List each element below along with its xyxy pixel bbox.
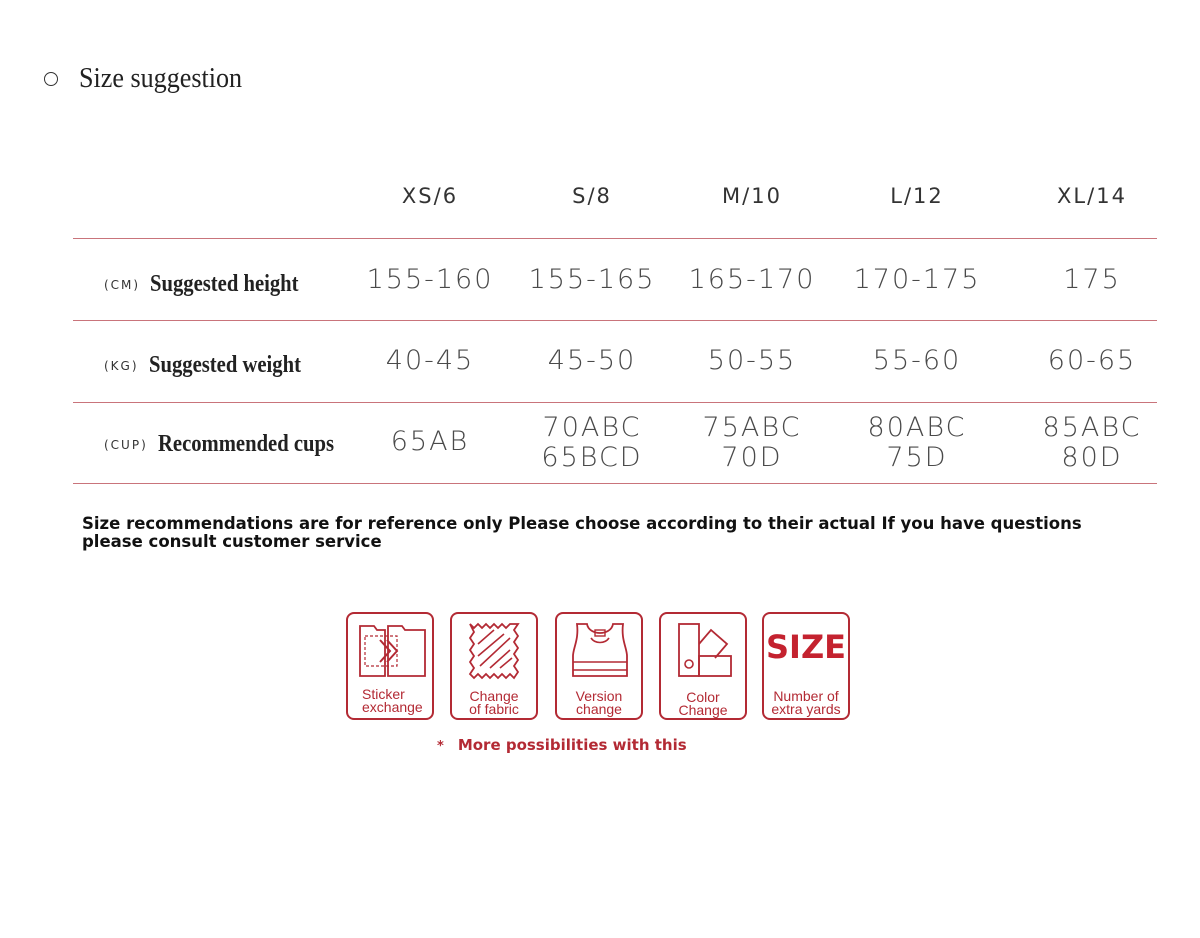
table-cell: 85ABC 80D [1042, 412, 1142, 473]
size-header-m: M/10 [722, 184, 782, 208]
page-title: Size suggestion [79, 62, 243, 94]
feature-label: Number of extra yards [771, 688, 841, 717]
table-divider [73, 320, 1157, 321]
table-cell: 175 [1063, 264, 1121, 295]
table-cell: 50-55 [707, 345, 797, 376]
table-cell: 45-50 [547, 345, 637, 376]
table-divider [73, 402, 1157, 403]
table-cell: 165-170 [688, 264, 816, 295]
size-header-xl: XL/14 [1057, 184, 1127, 208]
feature-version [555, 612, 643, 720]
feature-sticker-exchange [346, 612, 434, 720]
more-text: More possibilities with this [457, 736, 687, 754]
size-header-s: S/8 [572, 184, 612, 208]
unit-label: (CM) [104, 277, 141, 292]
size-icon-text: SIZE [765, 628, 846, 666]
feature-label: Version change [575, 688, 623, 717]
more-possibilities [437, 736, 687, 754]
size-disclaimer: Size recommendations are for reference only Please choose according to their actual If you have questions please consult customer service [82, 514, 1082, 551]
table-cell: 170-175 [853, 264, 981, 295]
row-title: Recommended cups [157, 431, 334, 457]
row-label-height [104, 271, 323, 298]
sticker-exchange-icon [356, 620, 426, 682]
table-cell: 55-60 [872, 345, 962, 376]
table-divider [73, 238, 1157, 239]
table-cell: 155-160 [366, 264, 494, 295]
size-header-l: L/12 [890, 184, 944, 208]
table-divider [73, 483, 1157, 484]
table-cell: 65AB [390, 426, 470, 457]
feature-extra-yards [762, 612, 850, 720]
feature-color [659, 612, 747, 720]
radio-bullet-icon [44, 72, 58, 86]
feature-label: Sticker exchange [362, 686, 423, 715]
table-cell: 155-165 [528, 264, 656, 295]
table-cell: 40-45 [385, 345, 475, 376]
asterisk: * [437, 739, 444, 754]
table-cell: 60-65 [1047, 345, 1137, 376]
feature-fabric [450, 612, 538, 720]
garment-icon [565, 620, 635, 682]
size-header-xs: XS/6 [401, 184, 459, 208]
table-cell: 70ABC 65BCD [541, 412, 643, 473]
feature-label: Color Change [678, 689, 728, 718]
row-title: Suggested height [150, 271, 299, 297]
unit-label: (KG) [104, 358, 139, 373]
row-title: Suggested weight [148, 352, 301, 378]
unit-label: (CUP) [104, 437, 148, 452]
feature-label: Change of fabric [469, 688, 519, 717]
section-heading [44, 62, 260, 95]
table-cell: 75ABC 70D [702, 412, 802, 473]
color-swatch-icon [669, 620, 739, 682]
table-cell: 80ABC 75D [867, 412, 967, 473]
row-label-cups [104, 431, 362, 458]
fabric-icon [460, 620, 530, 682]
row-label-weight [104, 352, 325, 379]
